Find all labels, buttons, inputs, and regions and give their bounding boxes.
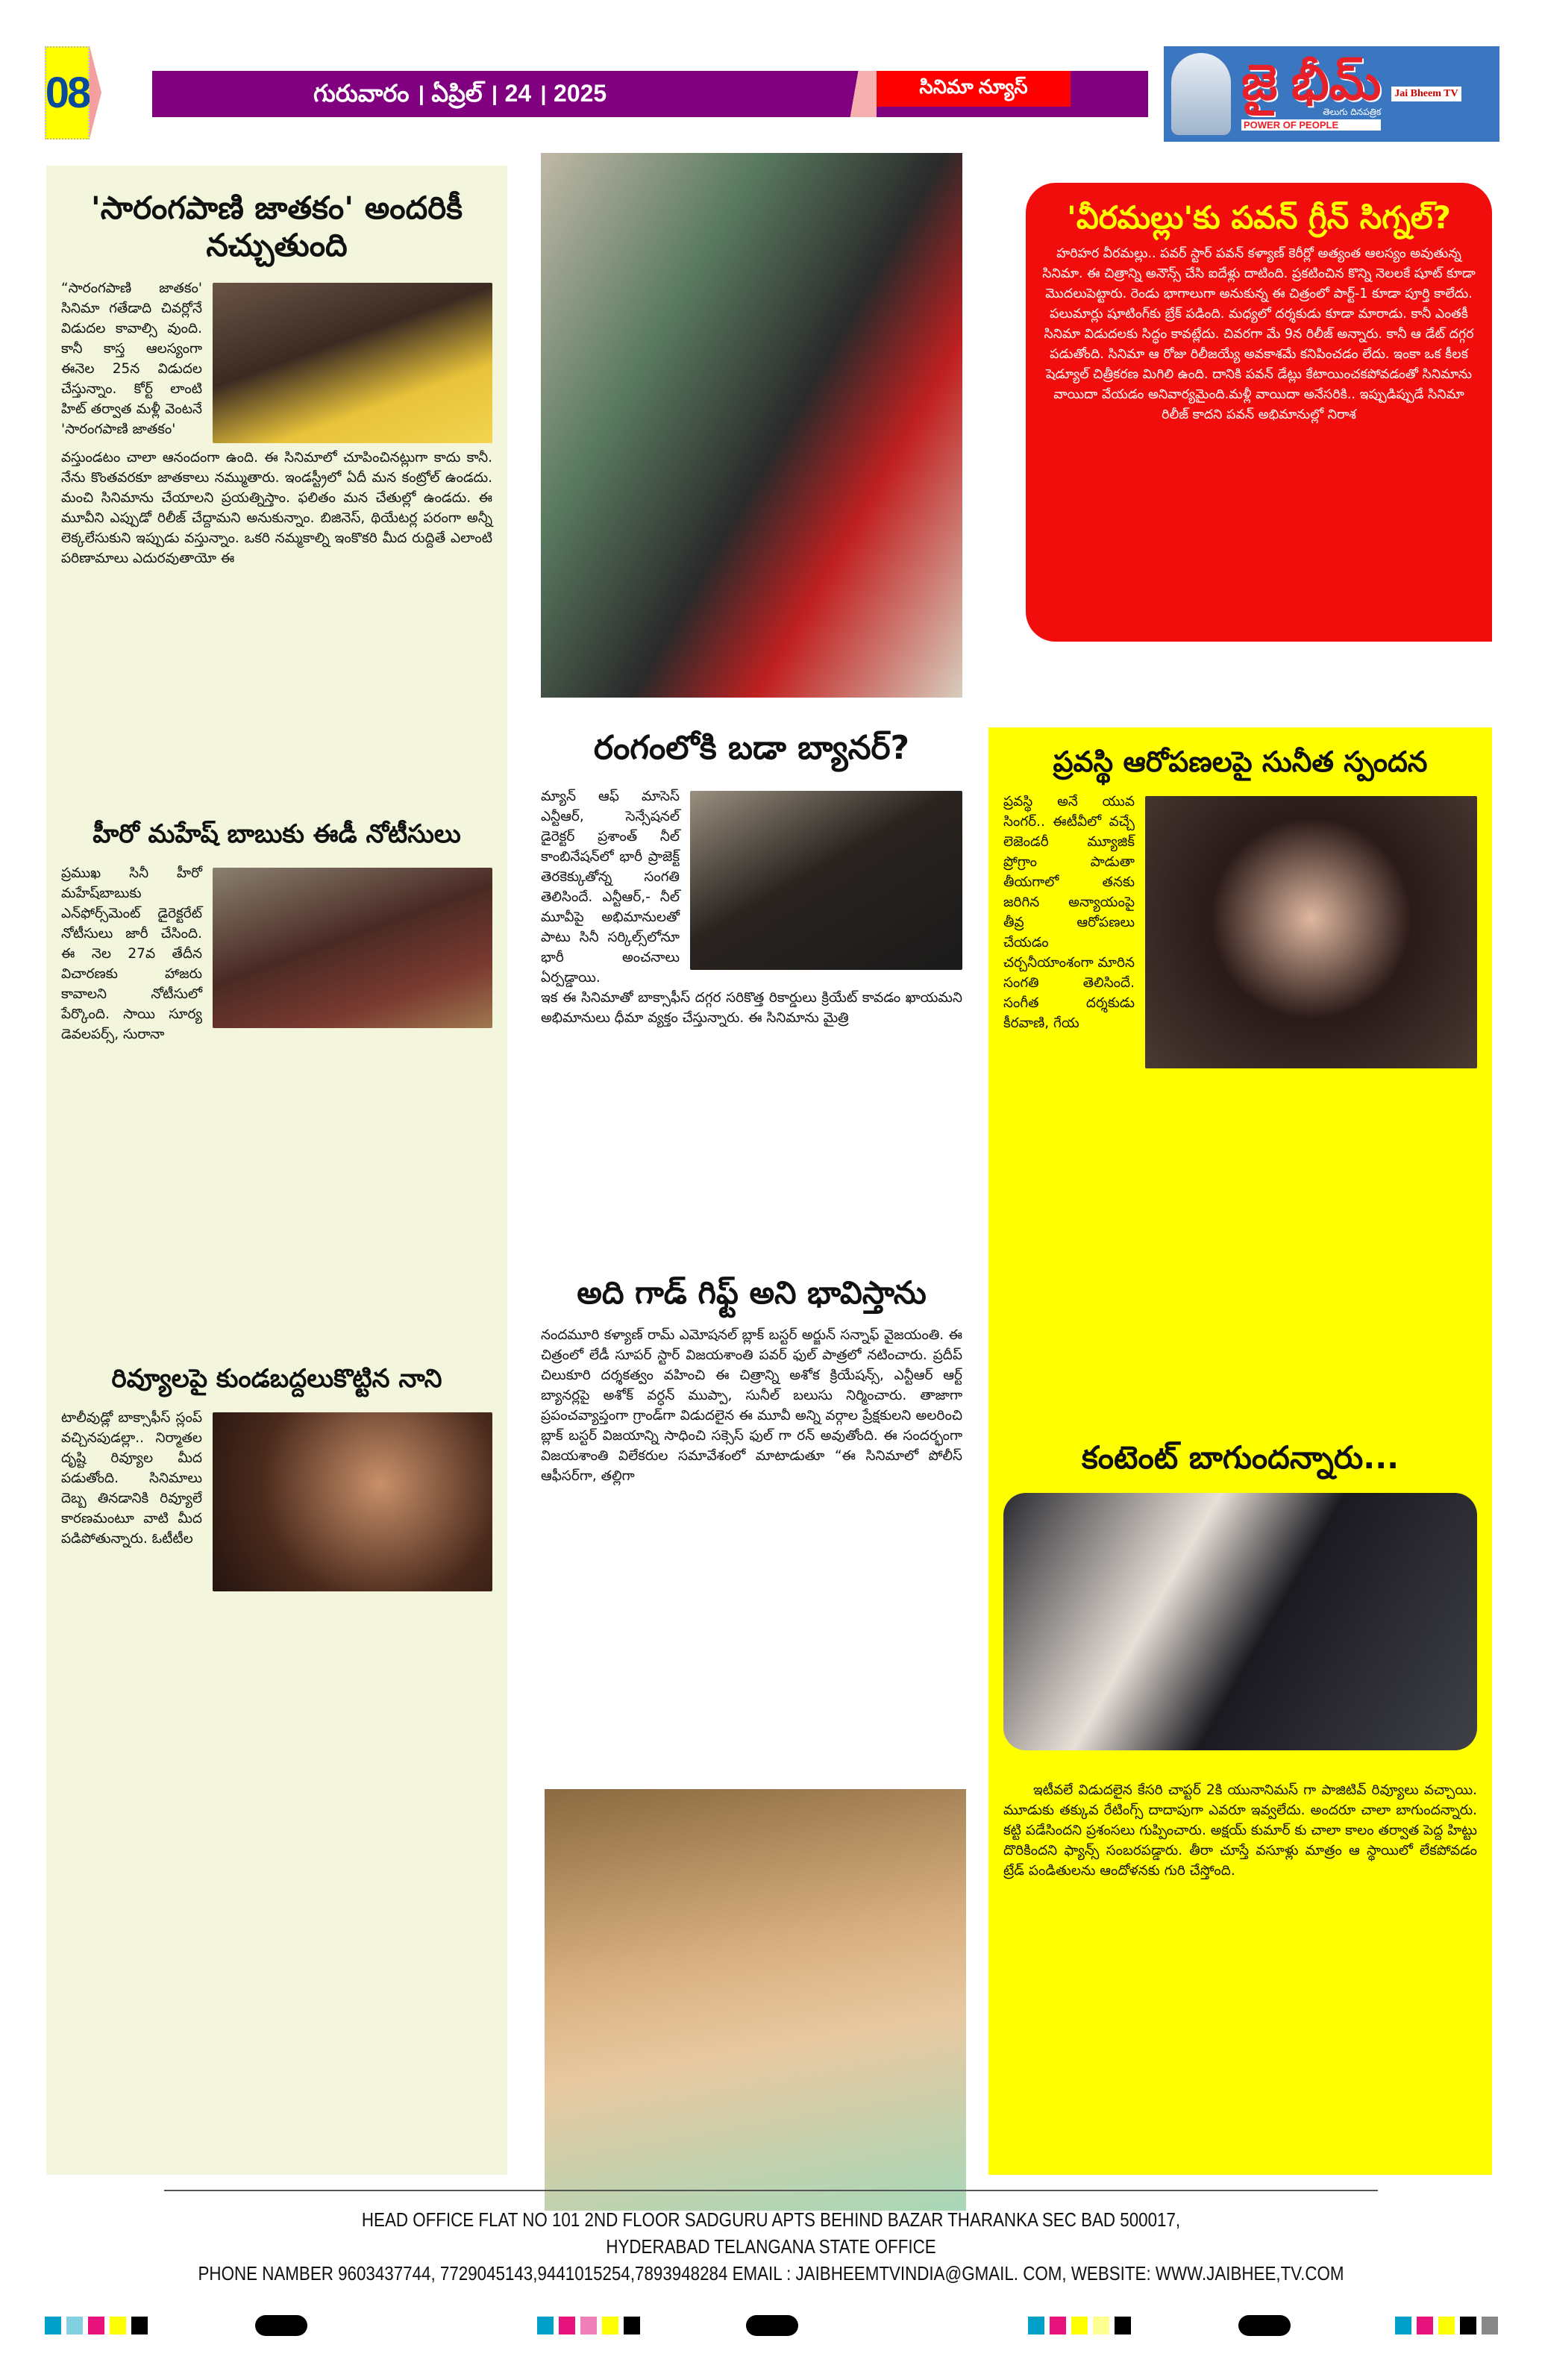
article-nani: [61, 1364, 492, 1549]
article-saranga: [61, 190, 492, 809]
color-registration-bar: [1395, 2317, 1503, 2334]
jai-bheem-tv-logo: Jai Bheem TV: [1391, 87, 1461, 101]
photo-actor: [213, 283, 492, 443]
photo-kesari-chapter-2: [1003, 1493, 1477, 1750]
article-godgift: [541, 1274, 962, 1789]
article-banner: [541, 729, 962, 1270]
logo-tagline: POWER OF PEOPLE: [1241, 119, 1381, 131]
left-column: [46, 166, 507, 2175]
page-number-wedge: [90, 46, 101, 139]
right-column: [988, 183, 1492, 2175]
headline: హీరో మహేష్ బాబుకు ఈడీ నోటీసులు: [93, 819, 461, 849]
footer-address: [108, 2206, 1435, 2287]
footer: [0, 2190, 1542, 2287]
middle-column: [541, 153, 962, 2182]
headline: అది గాడ్ గిఫ్ట్ అని భావిస్తాను: [577, 1274, 927, 1311]
footer-divider: [164, 2190, 1378, 2191]
article-body: నందమూరి కళ్యాణ్ రామ్ ఎమోషనల్ బ్లాక్ బస్టర్ అర్జున్ సన్నాఫ్ వైజయంతి. ఈ చిత్రంలో లేడీ సూపర్ స్టార్ విజయశాంతి పవర్ ఫుల్ పాత్రలో నటించారు. ప్రదీప్ చిలుకూరి దర్శకత్వం వహించి ఈ చిత్రాన్ని అశోక క్రియేషన్స్, ఎన్టీఆర్ ఆర్ట్ బ్యానర్లపై అశోక్ వర్ధన్ ముప్పా, సునీల్ బలుసు నిర్మించారు. తాజాగా ప్రపంచవ్యాప్తంగా గ్రాండ్‌గా విడుదలైన ఈ మూవీ అన్ని వర్గాల ప్రేక్షకులని అలరించి బ్లాక్ బస్టర్ విజయాన్ని సాధించి సక్సెస్ ఫుల్ గా రన్ అవుతోంది. ఈ సందర్భంగా విజయశాంతి విలేకరుల సమావేశంలో మాటాడుతూ “ఈ సినిమాలో పోలీస్ ఆఫీసర్‌గా, తల్లిగా: [541, 1327, 962, 1485]
headline: రివ్యూలపై కుండబద్దలుకొట్టిన నాని: [111, 1364, 442, 1394]
photo-vijayashanti: [545, 1789, 966, 2211]
article-body: ఇటీవలే విడుదలైన కేసరి చాప్టర్ 2కి యునానిమస్ గా పాజిటివ్ రివ్యూలు వచ్చాయి. మూడుకు తక్కువ రేటింగ్స్ దాదాపుగా ఎవరూ ఇవ్వలేదు. అందరూ చాలా బాగుందన్నారు. కట్టి పడేసిందని ప్రశంసలు గుప్పించారు. అక్షయ్ కుమార్ కు చాలా కాలం తర్వాత పెద్ద హిట్టు దొరికిందని ఫ్యాన్స్ సంబరపడ్డారు. తీరా చూస్తే వసూళ్లు మాత్రం ఆ స్థాయిలో లేకపోవడం ట్రేడ్ పండితులను ఆందోళనకు గురి చేస్తోంది.: [1003, 1782, 1477, 1879]
article-lead: “సారంగపాణి జాతకం' సినిమా గతేడాది చివర్లోనే విడుదల కావాల్సి వుంది. కానీ కాస్త ఆలస్యంగా ఈనెల 25న విడుదల చేస్తున్నాం. కోర్ట్ లాంటి హిట్ తర్వాత మళ్లీ వెంటనే 'సారంగపాణి జాతకం': [61, 280, 202, 437]
headline: కంటెంట్ బాగుందన్నారు...: [1081, 1439, 1400, 1476]
page-number: 08: [45, 46, 90, 140]
article-lead: మ్యాన్ ఆఫ్ మాసెస్ ఎన్టీఆర్, సెన్సేషనల్ డైరెక్టర్ ప్రశాంత్ నీల్ కాంబినేషన్‌లో భారీ ప్రాజెక్ట్ తెరకెక్కుతోన్న సంగతి తెలిసిందే. ఎన్టీఆర్,- నీల్ మూవీపై అభిమానులతో పాటు సినీ సర్కిల్స్‌లోనూ భారీ అంచనాలు ఏర్పడ్డాయి.: [541, 788, 680, 986]
article-lead: ప్రవస్థి అనే యువ సింగర్.. ఈటీవీలో వచ్చే లెజెండరీ మ్యూజిక్ ప్రోగ్రాం పాడుతా తీయగాలో తనకు జరిగిన అన్యాయంపై తీవ్ర ఆరోపణలు చేయడం చర్చనీయాంశంగా మారిన సంగతి తెలిసిందే. సంగీత దర్శకుడు కీరవాణి, గేయ: [1003, 793, 1135, 1031]
yellow-panel: [988, 727, 1492, 2175]
office-line: HYDERABAD TELANGANA STATE OFFICE: [606, 2235, 936, 2258]
article-lead: ప్రముఖ సినీ హీరో మహేష్‌బాబుకు ఎన్‌ఫోర్స్‌మెంట్ డైరెక్టరేట్ నోటీసులు జారీ చేసింది. ఈ నెల 27వ తేదీన విచారణకు హాజరు కావాలని నోటీసులో పేర్కొంది. సాయి సూర్య డెవలపర్స్, సురానా: [61, 865, 202, 1042]
photo-pawan-kalyan: [541, 153, 962, 698]
photo-sunitha: [1145, 796, 1477, 1068]
logo-sub: తెలుగు దినపత్రిక: [1323, 107, 1382, 117]
registration-mark: [1238, 2315, 1291, 2336]
color-registration-bar: [45, 2317, 153, 2334]
issue-date: గురువారం । ఏప్రిల్ । 24 । 2025: [313, 80, 607, 107]
headline: ప్రవస్థి ఆరోపణలపై సునీత స్పందన: [1053, 745, 1428, 778]
article-mahesh: [61, 819, 492, 1356]
article-body: హరిహర వీరమల్లు.. పవర్ స్టార్ పవన్ కళ్యాణ్ కెరీర్లో అత్యంత ఆలస్యం అవుతున్న సినిమా. ఈ చిత్రాన్ని అనౌన్స్ చేసి ఐదేళ్లు దాటింది. ప్రకటించిన కొన్ని నెలలకే షూట్ కూడా మొదలుపెట్టారు. రెండు భాగాలుగా అనుకున్న ఈ చిత్రంలో పార్ట్-1 కూడా పూర్తి కాలేదు. పలుమార్లు షూటింగ్‌కు బ్రేక్ పడింది. మధ్యలో దర్శకుడు కూడా మారాడు. కానీ ఎంతకీ సినిమా విడుదలకు సిద్ధం కావట్లేదు. చివరగా మే 9న రిలీజ్ అన్నారు. కానీ ఆ డేట్ దగ్గర పడుతోంది. సినిమా ఆ రోజు రిలీజయ్యే అవకాశమే కనిపించడం లేదు. ఇంకా ఒక కీలక షెడ్యూల్ చిత్రీకరణ మిగిలి ఉంది. దానికి పవన్ డేట్లు కేటాయించకపోవడంతో సినిమాను వాయిదా వేయడం అనివార్యమైంది.మళ్లీ వాయిదా అనేసరికి.. ఇప్పుడిప్పుడే సినిమా రిలీజ్ కాదని పవన్ అభిమానుల్లో నిరాశ: [1042, 246, 1476, 423]
registration-mark: [746, 2315, 798, 2336]
headline: 'సారంగపాణి జాతకం' అందరికీ నచ్చుతుంది: [90, 190, 463, 264]
color-registration-bar: [1028, 2317, 1136, 2334]
portrait-icon: [1171, 53, 1231, 135]
article-sunitha: [1003, 745, 1477, 1439]
article-body: వస్తుండటం చాలా ఆనందంగా ఉంది. ఈ సినిమాలో చూపించినట్లుగా కాదు కానీ. నేను కొంతవరకూ జాతకాలు నమ్ముతారు. ఇండస్ట్రీలో ఏదీ మన కంట్రోల్ ఉండదు. మంచి సినిమాను చేయాలని ప్రయత్నిస్తాం. ఫలితం మన చేతుల్లో ఉండదు. ఈ మూవీని ఎప్పుడో రిలీజ్ చేద్దామని అనుకున్నాం. బిజినెస్, థియేటర్ల పరంగా అన్నీ లెక్కలేసుకుని ఇప్పుడు వస్తున్నాం. ఒకరి నమ్మకాల్ని ఇంకొకరి మీద రుద్దితే ఎలాంటి పరిణామాలు ఎదురవుతాయో ఈ: [61, 449, 492, 566]
registration-mark: [255, 2315, 307, 2336]
article-kesari: [1003, 1439, 1477, 1881]
section-wedge: [832, 71, 877, 117]
address-line: HEAD OFFICE FLAT NO 101 2ND FLOOR SADGURU APTS BEHIND BAZAR THARANKA SEC BAD 500017,: [361, 2208, 1181, 2231]
masthead-logo: [1164, 46, 1499, 142]
headline: రంగంలోకి బడా బ్యానర్?: [593, 729, 910, 767]
photo-ntr-neel: [690, 791, 962, 970]
article-veeramallu: [1026, 183, 1492, 642]
color-registration-bar: [537, 2317, 645, 2334]
contact-line: PHONE NAMBER 9603437744, 7729045143,9441015254,7893948284 EMAIL : JAIBHEEMTVINDIA@GMAIL. COM, WEBSITE: WWW.JAIBHEE,TV.COM: [198, 2262, 1344, 2285]
section-label: సినిమా న్యూస్: [877, 71, 1071, 107]
logo-title: జై భీమ్: [1241, 54, 1382, 110]
article-lead: టాలీవుడ్లో బాక్సాఫీస్ స్లంప్ వచ్చినపుడల్లా.. నిర్మాతల దృష్టి రివ్యూల మీద పడుతోంది. సినిమాలు దెబ్బ తినడానికి రివ్యూలే కారణమంటూ వాటి మీద పడిపోతున్నారు. ఓటీటీల: [61, 1409, 202, 1547]
article-body: ఇక ఈ సినిమాతో బాక్సాఫీస్ దగ్గర సరికొత్త రికార్డులు క్రియేట్ కావడం ఖాయమని అభిమానులు ధీమా వ్యక్తం చేస్తున్నారు. ఈ సినిమాను మైత్రి: [541, 989, 962, 1026]
photo-nani: [213, 1412, 492, 1591]
photo-mahesh-babu: [213, 868, 492, 1028]
headline: 'వీరమల్లు'కు పవన్ గ్రీన్ సిగ్నల్?: [1067, 199, 1451, 236]
